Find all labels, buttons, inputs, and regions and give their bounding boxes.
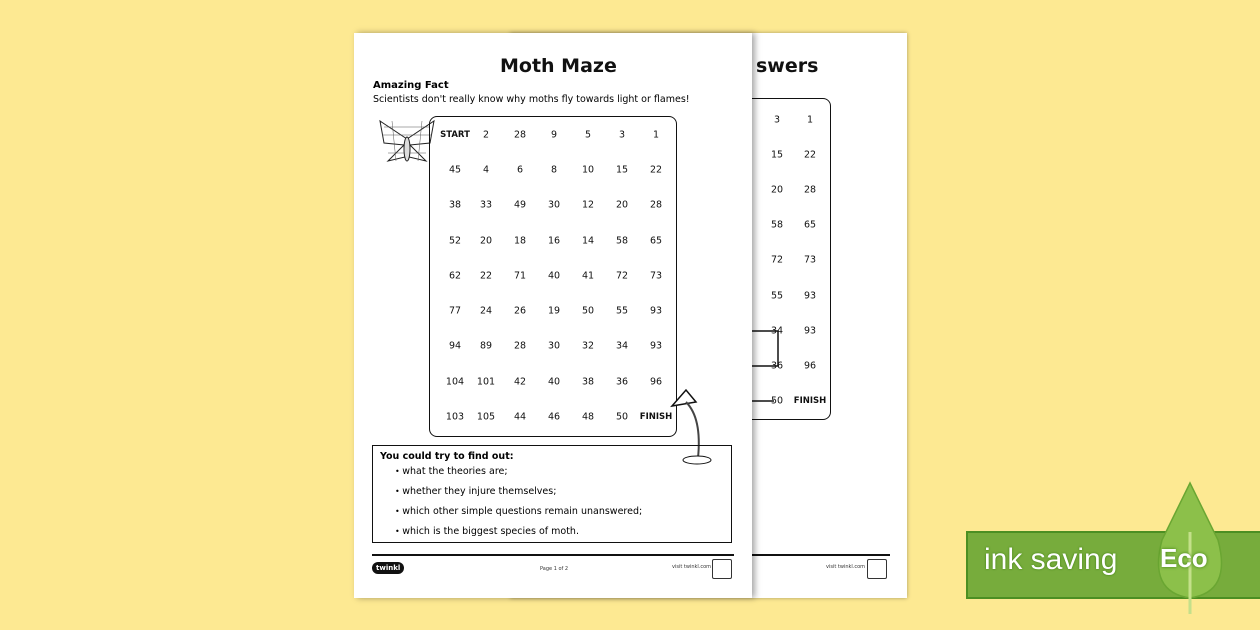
answer-cell: 34 [770, 325, 784, 337]
maze-cell: 93 [649, 305, 663, 317]
answer-cell: 20 [770, 184, 784, 196]
answer-cell: 72 [770, 254, 784, 266]
maze-cell: START [440, 130, 470, 140]
maze-cell: 16 [547, 235, 561, 247]
answer-cell: 65 [803, 219, 817, 231]
maze-cell: 77 [448, 305, 462, 317]
maze-cell: 40 [547, 270, 561, 282]
maze-cell: 24 [479, 305, 493, 317]
eco-label: Eco [1160, 543, 1208, 573]
maze-cell: 28 [649, 199, 663, 211]
maze-cell: 50 [581, 305, 595, 317]
fact-text: Scientists don't really know why moths fly towards light or flames! [373, 94, 690, 105]
maze-cell: 72 [615, 270, 629, 282]
maze-cell: 103 [445, 411, 465, 423]
answer-cell: 15 [770, 149, 784, 161]
answer-cell: 93 [803, 325, 817, 337]
maze-cell: 93 [649, 340, 663, 352]
footer-line [372, 554, 734, 556]
answer-cell: 28 [803, 184, 817, 196]
answer-cell: 93 [803, 290, 817, 302]
maze-cell: 36 [615, 376, 629, 388]
maze-cell: 38 [448, 199, 462, 211]
find-out-item: • which other simple questions remain unanswered; [395, 506, 642, 526]
footer-link[interactable]: visit twinkl.com [672, 564, 712, 570]
footer-line [750, 554, 890, 556]
maze-cell: 65 [649, 235, 663, 247]
page-number: Page 1 of 2 [540, 566, 569, 572]
twinkl-logo: twinkl [372, 562, 404, 574]
answer-cell: 36 [770, 360, 784, 372]
badge-icon [712, 559, 732, 579]
find-out-item: • which is the biggest species of moth. [395, 526, 642, 546]
maze-cell: 55 [615, 305, 629, 317]
maze-cell: 28 [513, 129, 527, 141]
page-title: Moth Maze [500, 55, 617, 77]
maze-cell: 45 [448, 164, 462, 176]
maze-cell: 58 [615, 235, 629, 247]
maze-cell: 104 [445, 376, 465, 388]
answer-cell: 73 [803, 254, 817, 266]
answer-cell: 55 [770, 290, 784, 302]
maze-cell: 38 [581, 376, 595, 388]
answer-cell: 22 [803, 149, 817, 161]
maze-cell: 18 [513, 235, 527, 247]
maze-cell: 46 [547, 411, 561, 423]
footer-link[interactable]: visit twinkl.com [826, 564, 866, 570]
maze-cell: 4 [482, 164, 490, 176]
maze-cell: 14 [581, 235, 595, 247]
ink-saving-label: ink saving [984, 543, 1118, 576]
maze-cell: 20 [479, 235, 493, 247]
maze-cell: 12 [581, 199, 595, 211]
maze-cell: 6 [516, 164, 524, 176]
maze-cell: 30 [547, 199, 561, 211]
badge-icon [867, 559, 887, 579]
maze-cell: 94 [448, 340, 462, 352]
maze-cell: 2 [482, 129, 490, 141]
maze-cell: 50 [615, 411, 629, 423]
answer-cell: 96 [803, 360, 817, 372]
maze-cell: 49 [513, 199, 527, 211]
maze-cell: 5 [584, 129, 592, 141]
maze-cell: 71 [513, 270, 527, 282]
maze-cell: 1 [652, 129, 660, 141]
maze-cell: 10 [581, 164, 595, 176]
maze-cell: 33 [479, 199, 493, 211]
maze-cell: 30 [547, 340, 561, 352]
find-out-item: • what the theories are; [395, 466, 642, 486]
maze-cell: 28 [513, 340, 527, 352]
maze-cell: 44 [513, 411, 527, 423]
find-out-heading: You could try to find out: [380, 451, 514, 462]
maze-cell: 105 [476, 411, 496, 423]
worksheet-page [354, 33, 752, 598]
maze-cell: 20 [615, 199, 629, 211]
maze-cell: 32 [581, 340, 595, 352]
maze-cell: 89 [479, 340, 493, 352]
answers-title: swers [756, 55, 819, 77]
maze-cell: 3 [618, 129, 626, 141]
answer-cell: 3 [773, 114, 781, 126]
maze-cell: 41 [581, 270, 595, 282]
maze-cell: 22 [649, 164, 663, 176]
maze-cell: 42 [513, 376, 527, 388]
maze-cell: 9 [550, 129, 558, 141]
maze-cell: 52 [448, 235, 462, 247]
find-out-box [372, 445, 732, 543]
answer-cell: 1 [806, 114, 814, 126]
maze-cell: 15 [615, 164, 629, 176]
find-out-item: • whether they injure themselves; [395, 486, 642, 506]
maze-cell: 26 [513, 305, 527, 317]
maze-cell: 19 [547, 305, 561, 317]
answer-cell: 58 [770, 219, 784, 231]
answer-cell: 50 [770, 395, 784, 407]
maze-cell: 8 [550, 164, 558, 176]
maze-cell: 40 [547, 376, 561, 388]
maze-cell: 48 [581, 411, 595, 423]
answer-cell: FINISH [793, 396, 827, 406]
maze-cell: 73 [649, 270, 663, 282]
maze-cell: 22 [479, 270, 493, 282]
maze-cell: 34 [615, 340, 629, 352]
fact-heading: Amazing Fact [373, 80, 449, 91]
maze-cell: FINISH [639, 412, 673, 422]
maze-cell: 101 [476, 376, 496, 388]
maze-cell: 96 [649, 376, 663, 388]
maze-cell: 62 [448, 270, 462, 282]
